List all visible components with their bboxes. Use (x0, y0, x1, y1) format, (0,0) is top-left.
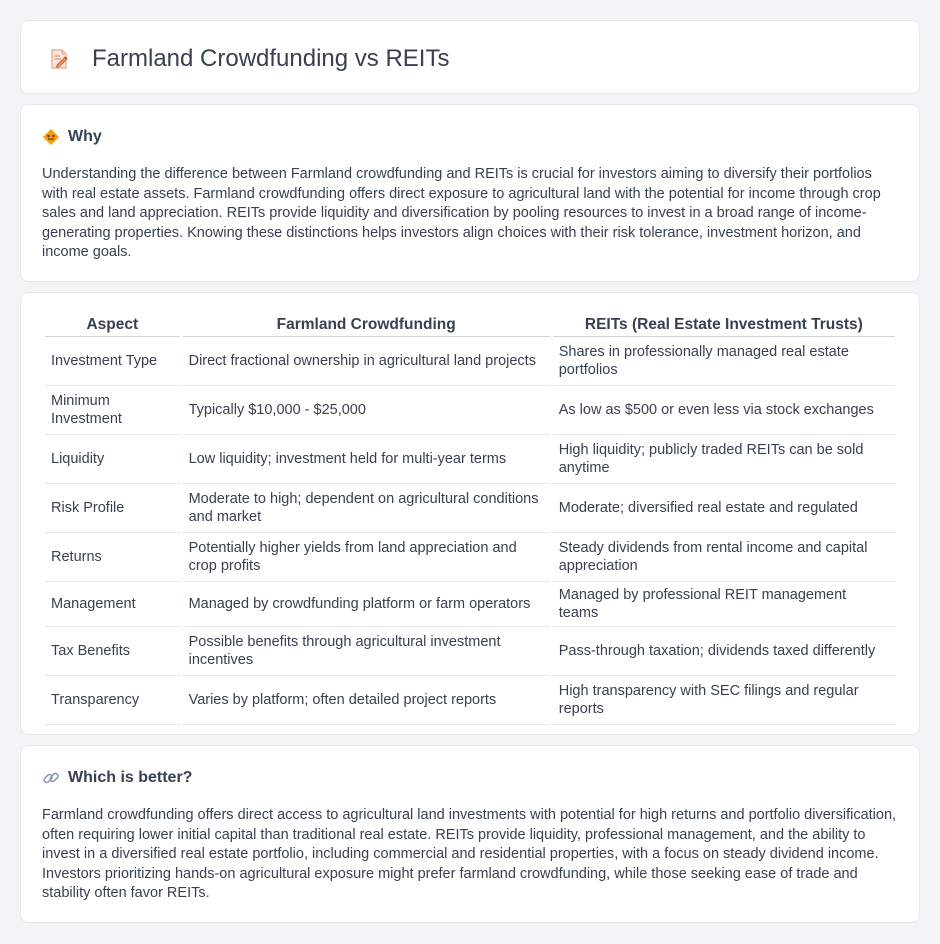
header-reits: REITs (Real Estate Investment Trusts) (553, 314, 895, 337)
row-reits: As low as $500 or even less via stock exchanges (553, 386, 895, 435)
row-aspect: Minimum Investment (45, 386, 180, 435)
table-row (45, 582, 895, 627)
better-title: Which is better? (68, 769, 193, 786)
table-row (45, 337, 895, 386)
table-row (45, 386, 895, 435)
better-heading (42, 767, 192, 789)
row-farmland: Varies by platform; often detailed project reports (183, 676, 550, 725)
better-body: Farmland crowdfunding offers direct access to agricultural land investments with potential for high returns and portfolio diversification, often requiring lower initial capital than traditional real estate. REITs provide liquidity, professional management, and the ability to invest in a diversified real estate portfolio, including commercial and residential properties, with a focus on steady dividend income. Investors prioritizing hands-on agricultural exposure might prefer farmland crowdfunding, while those seeking ease of trade and stability often favor REITs. (42, 807, 897, 901)
table-row (45, 533, 895, 582)
header-farmland: Farmland Crowdfunding (183, 314, 550, 337)
row-aspect: Tax Benefits (45, 627, 180, 676)
why-body: Understanding the difference between Farmland crowdfunding and REITs is crucial for investors aiming to diversify their portfolios with real estate assets. Farmland crowdfunding offers direct exposure to agricultural land with the potential for income through crop sales and land appreciation. REITs provide liquidity and diversification by pooling resources to invest in a broad range of income-generating properties. Knowing these distinctions helps investors align choices with their risk tolerance, investment horizon, and income goals. (42, 166, 881, 260)
comparison-section (20, 292, 920, 735)
row-farmland: Managed by crowdfunding platform or farm operators (183, 582, 550, 627)
comparison-table (42, 314, 898, 725)
row-reits: High transparency with SEC filings and regular reports (553, 676, 895, 725)
row-aspect: Management (45, 582, 180, 627)
header-aspect: Aspect (45, 314, 180, 337)
page-title: Farmland Crowdfunding vs REITs (92, 45, 450, 72)
why-section (20, 104, 920, 282)
row-farmland: Possible benefits through agricultural investment incentives (183, 627, 550, 676)
row-aspect: Returns (45, 533, 180, 582)
link-icon (42, 769, 60, 787)
document-pen-icon (48, 48, 70, 70)
row-farmland: Low liquidity; investment held for multi-year terms (183, 435, 550, 484)
row-reits: Shares in professionally managed real estate portfolios (553, 337, 895, 386)
row-farmland: Typically $10,000 - $25,000 (183, 386, 550, 435)
row-reits: Moderate; diversified real estate and regulated (553, 484, 895, 533)
why-heading (42, 126, 102, 148)
row-aspect: Transparency (45, 676, 180, 725)
row-aspect: Liquidity (45, 435, 180, 484)
row-aspect: Risk Profile (45, 484, 180, 533)
row-aspect: Investment Type (45, 337, 180, 386)
table-header-row (45, 314, 895, 337)
row-reits: High liquidity; publicly traded REITs can be sold anytime (553, 435, 895, 484)
why-title: Why (68, 128, 102, 145)
row-reits: Steady dividends from rental income and capital appreciation (553, 533, 895, 582)
row-farmland: Potentially higher yields from land appreciation and crop profits (183, 533, 550, 582)
header-card (20, 20, 920, 94)
table-row (45, 484, 895, 533)
row-reits: Managed by professional REIT management teams (553, 582, 895, 627)
row-farmland: Moderate to high; dependent on agricultural conditions and market (183, 484, 550, 533)
table-row (45, 435, 895, 484)
lightbulb-icon (42, 128, 60, 146)
table-row (45, 676, 895, 725)
row-reits: Pass-through taxation; dividends taxed differently (553, 627, 895, 676)
row-farmland: Direct fractional ownership in agricultural land projects (183, 337, 550, 386)
table-row (45, 627, 895, 676)
which-is-better-section (20, 745, 920, 923)
